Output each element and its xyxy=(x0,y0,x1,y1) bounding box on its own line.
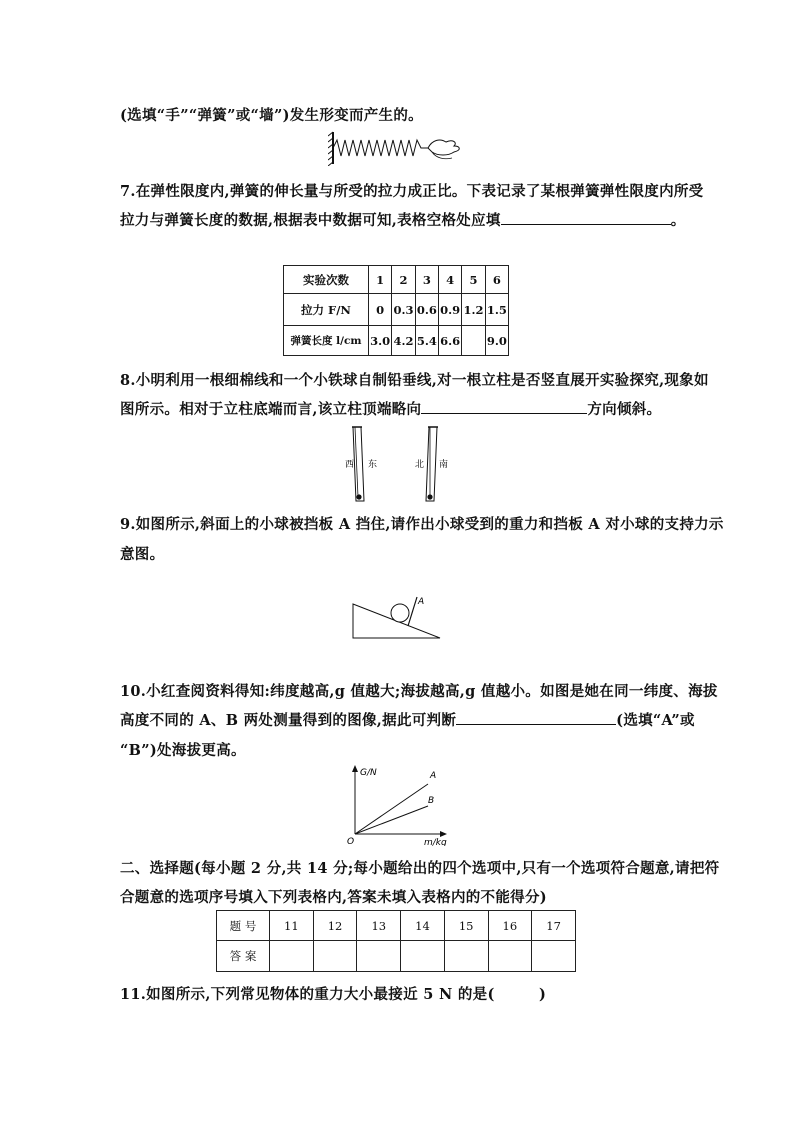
q6-tail-text: (选填“手”“弹簧”或“墙”)发生形变而产生的。 xyxy=(120,107,423,124)
table-cell: 弹簧长度 l/cm xyxy=(284,326,369,356)
q10-line2 xyxy=(120,709,695,730)
table-cell: 1 xyxy=(369,266,392,294)
q10-line2-text: 高度不同的 A、B 两处测量得到的图像,据此可判断 xyxy=(120,712,457,729)
barrier-label: A xyxy=(418,597,425,607)
table-cell: 6 xyxy=(485,266,508,294)
answer-cell[interactable] xyxy=(488,941,532,972)
answer-cell[interactable] xyxy=(357,941,401,972)
line-a-label: A xyxy=(430,771,437,781)
q10-answer-blank[interactable] xyxy=(456,710,616,725)
table-cell: 4.2 xyxy=(392,326,415,356)
g-m-graph xyxy=(344,762,454,846)
answer-cell[interactable] xyxy=(444,941,488,972)
line-b-label: B xyxy=(428,796,435,806)
question-number: 16 xyxy=(488,911,532,941)
table-cell: 2 xyxy=(392,266,415,294)
answer-table-header: 题 号 xyxy=(217,911,270,941)
table-cell: 4 xyxy=(438,266,461,294)
table-cell: 5.4 xyxy=(415,326,438,356)
question-number: 13 xyxy=(357,911,401,941)
q8-answer-blank[interactable] xyxy=(421,399,587,414)
answer-cell[interactable] xyxy=(532,941,576,972)
plumb-line-figure xyxy=(340,425,460,503)
q7-answer-blank[interactable] xyxy=(501,210,671,225)
q10-line3: “B”)处海拔更高。 xyxy=(120,742,246,759)
q9-line2: 意图。 xyxy=(120,546,165,563)
label-south: 南 xyxy=(439,460,449,470)
table-cell: 1.2 xyxy=(462,294,485,326)
question-number: 15 xyxy=(444,911,488,941)
question-number: 11 xyxy=(270,911,314,941)
q7-line1: 7.在弹性限度内,弹簧的伸长量与所受的拉力成正比。下表记录了某根弹簧弹性限度内所受 xyxy=(120,183,704,200)
q10-line2-end: (选填“A”或 xyxy=(616,712,695,729)
q10-line1: 10.小红查阅资料得知:纬度越高,g 值越大;海拔越高,g 值越小。如图是她在同一纬度、海拔 xyxy=(120,683,718,700)
table-cell: 3 xyxy=(415,266,438,294)
incline-ball-figure xyxy=(350,590,446,642)
q7-line2-end: 。 xyxy=(670,212,686,229)
table-cell: 0.6 xyxy=(415,294,438,326)
q11-line: 11.如图所示,下列常见物体的重力大小最接近 5 N 的是( ) xyxy=(120,986,547,1003)
table-cell: 0.3 xyxy=(392,294,415,326)
table-blank-cell[interactable] xyxy=(462,326,485,356)
q7-line2 xyxy=(120,209,686,230)
table-cell: 6.6 xyxy=(438,326,461,356)
label-west: 西 xyxy=(345,460,355,470)
question-number: 17 xyxy=(532,911,576,941)
answer-cell[interactable] xyxy=(270,941,314,972)
label-east: 东 xyxy=(368,460,378,470)
table-cell: 0.9 xyxy=(438,294,461,326)
answer-cell[interactable] xyxy=(313,941,357,972)
section2-line1: 二、选择题(每小题 2 分,共 14 分;每小题给出的四个选项中,只有一个选项符合题意,请把符 xyxy=(120,860,720,877)
y-axis-label: G/N xyxy=(360,768,377,778)
answer-table-label: 答 案 xyxy=(217,941,270,972)
q8-line2-text: 图所示。相对于立柱底端而言,该立柱顶端略向 xyxy=(120,401,422,418)
question-number: 14 xyxy=(401,911,445,941)
q8-line2-end: 方向倾斜。 xyxy=(587,401,662,418)
q9-line1: 9.如图所示,斜面上的小球被挡板 A 挡住,请作出小球受到的重力和挡板 A 对小球的支持力示 xyxy=(120,516,724,533)
table-cell: 实验次数 xyxy=(284,266,369,294)
table-cell: 0 xyxy=(369,294,392,326)
q7-line2-text: 拉力与弹簧长度的数据,根据表中数据可知,表格空格处应填 xyxy=(120,212,501,229)
table-cell: 拉力 F/N xyxy=(284,294,369,326)
label-north: 北 xyxy=(415,460,425,470)
spring-figure xyxy=(328,130,468,166)
question-number: 12 xyxy=(313,911,357,941)
answer-table xyxy=(216,910,576,972)
origin-label: O xyxy=(347,837,355,846)
answer-cell[interactable] xyxy=(401,941,445,972)
q8-line2 xyxy=(120,398,661,419)
table-cell: 5 xyxy=(462,266,485,294)
q7-data-table xyxy=(283,265,509,356)
table-cell: 1.5 xyxy=(485,294,508,326)
q8-line1: 8.小明利用一根细棉线和一个小铁球自制铅垂线,对一根立柱是否竖直展开实验探究,现象如 xyxy=(120,372,709,389)
x-axis-label: m/kg xyxy=(424,838,447,846)
table-cell: 3.0 xyxy=(369,326,392,356)
section2-line2: 合题意的选项序号填入下列表格内,答案未填入表格内的不能得分) xyxy=(120,889,547,906)
table-cell: 9.0 xyxy=(485,326,508,356)
